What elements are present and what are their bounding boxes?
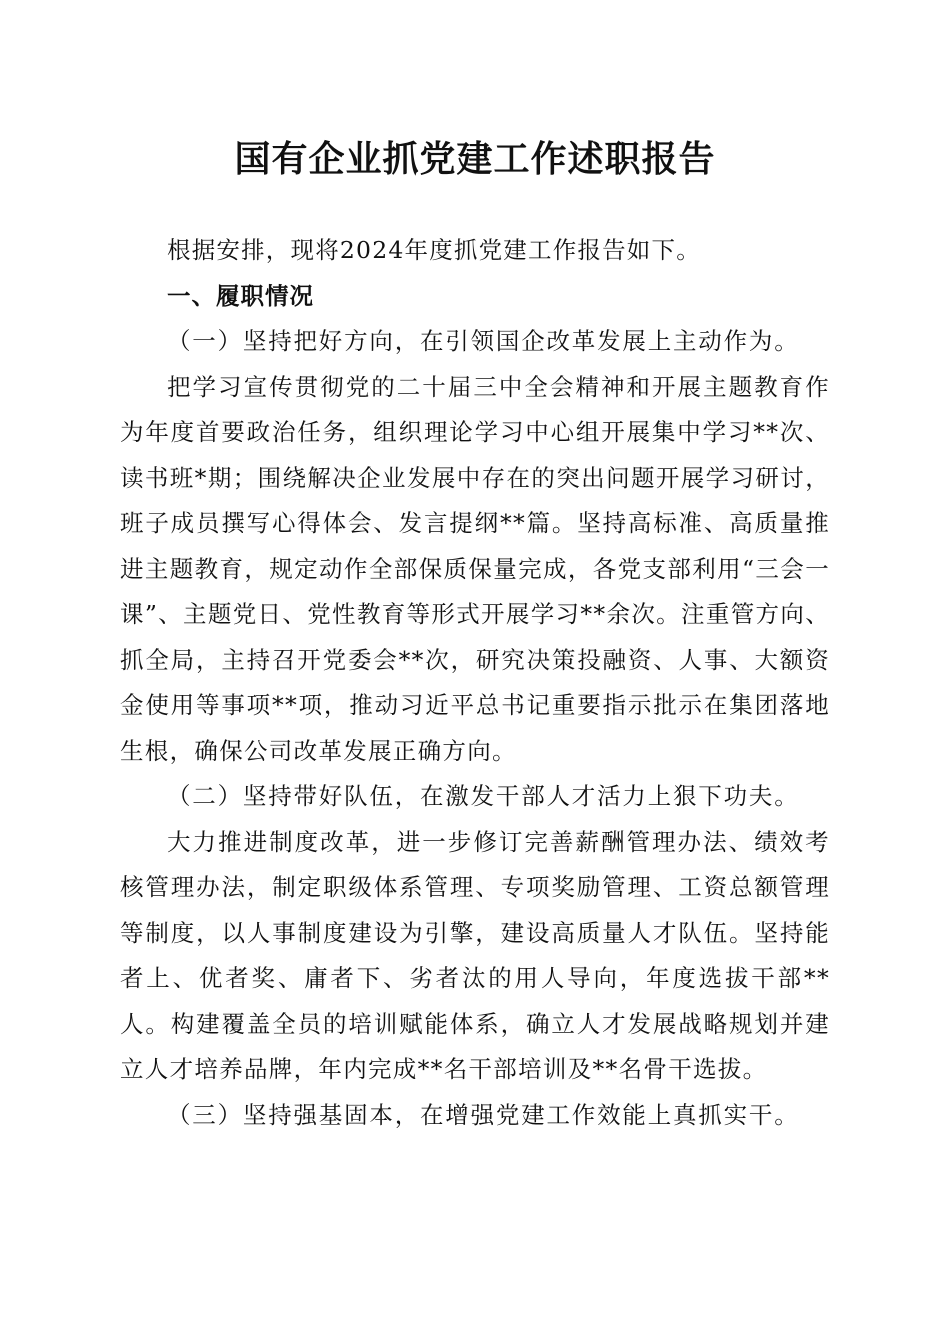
subsection-heading-1: （一）坚持把好方向，在引领国企改革发展上主动作为。 [167,327,800,355]
subsection-heading-2: （二）坚持带好队伍，在激发干部人才活力上狠下功夫。 [167,782,800,810]
section-heading: 一、履职情况 [167,281,314,310]
subsection-heading-3: （三）坚持强基固本，在增强党建工作效能上真抓实干。 [167,1100,800,1129]
subsection-body-2: 大力推进制度改革，进一步修订完善薪酬管理办法、绩效考核管理办法，制定职级体系管理、专项奖励管理、工资总额管理等制度，以人事制度建设为引擎，建设高质量人才队伍。坚持能者上、优者奖、庸者下、劣者汰的用人导向，年度选拔干部**人。构建覆盖全员的培训赋能体系，确立人才发展战略规划并建立人才培养品牌，年内完成**名干部培训及**名骨干选拔。 [120,827,830,1083]
intro-paragraph: 根据安排，现将2024年度抓党建工作报告如下。 [167,236,701,264]
subsection-body-1: 把学习宣传贯彻党的二十届三中全会精神和开展主题教育作为年度首要政治任务，组织理论学习中心组开展集中学习**次、读书班*期；围绕解决企业发展中存在的突出问题开展学习研讨，班子成员撰写心得体会、发言提纲**篇。坚持高标准、高质量推进主题教育，规定动作全部保质保量完成，各党支部利用“三会一课”、主题党日、党性教育等形式开展学习**余次。注重管方向、抓全局，主持召开党委会**次，研究决策投融资、人事、大额资金使用等事项**项，推动习近平总书记重要指示批示在集团落地生根，确保公司改革发展正确方向。 [120,372,830,765]
document-title: 国有企业抓党建工作述职报告 [234,138,716,180]
document-body [120,228,830,1138]
